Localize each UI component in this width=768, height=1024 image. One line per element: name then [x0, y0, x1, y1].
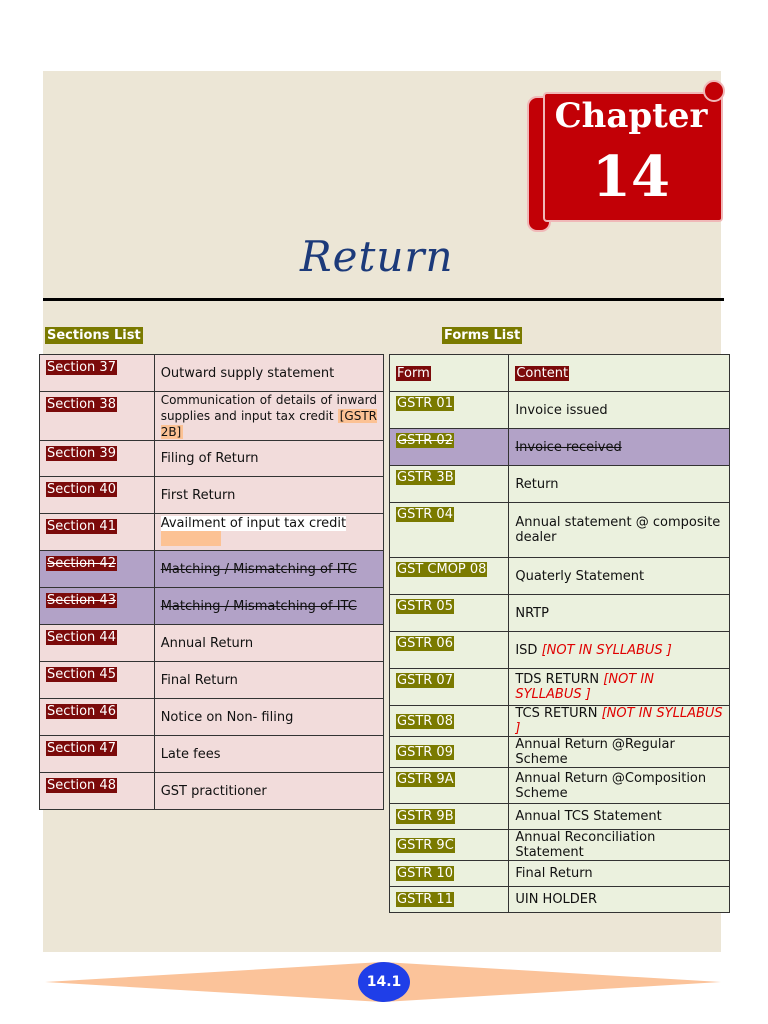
form-code-cell [390, 887, 509, 913]
section-label: Section 38 [47, 397, 116, 412]
form-code: GSTR 10 [397, 866, 453, 881]
sections-table [39, 354, 384, 810]
form-code: GSTR 3B [397, 470, 454, 485]
content-header-cell [509, 355, 730, 392]
form-content: Annual Return @Regular Scheme [515, 737, 675, 767]
form-content-cell [509, 632, 730, 669]
form-content-cell [509, 466, 730, 503]
chapter-banner [527, 80, 721, 230]
section-label: Section 41 [47, 519, 116, 534]
section-content-cell [154, 477, 383, 514]
section-label-cell [40, 773, 155, 810]
section-content: GST practitioner [160, 783, 267, 799]
form-row [390, 830, 730, 861]
form-content: UIN HOLDER [515, 892, 598, 907]
form-code-cell [390, 669, 509, 706]
form-code: GSTR 07 [397, 673, 453, 688]
forms-header-row [390, 355, 730, 392]
form-row [390, 558, 730, 595]
form-content-cell [509, 429, 730, 466]
section-label-cell [40, 392, 155, 441]
form-row [390, 429, 730, 466]
form-content: NRTP [515, 605, 549, 621]
section-label: Section 40 [47, 482, 116, 497]
section-label-cell [40, 441, 155, 477]
form-content-cell [509, 768, 730, 804]
form-code: GSTR 05 [397, 599, 453, 614]
section-label-cell [40, 355, 155, 392]
form-code: GSTR 04 [397, 507, 453, 522]
form-code-cell [390, 768, 509, 804]
chapter-number: 14 [592, 144, 670, 210]
form-code: GST CMOP 08 [397, 562, 487, 577]
section-row [40, 588, 384, 625]
form-code: GSTR 01 [397, 396, 453, 411]
section-label-cell [40, 736, 155, 773]
form-code: GSTR 06 [397, 636, 453, 651]
form-content: Invoice issued [515, 402, 608, 418]
section-label: Section 43 [47, 593, 116, 608]
form-row [390, 466, 730, 503]
form-content-cell [509, 861, 730, 887]
form-row [390, 632, 730, 669]
section-row [40, 441, 384, 477]
section-row [40, 699, 384, 736]
section-label-cell [40, 588, 155, 625]
section-content: Filing of Return [160, 451, 259, 466]
section-content-cell [154, 699, 383, 736]
form-content-cell [509, 737, 730, 768]
title-divider [43, 298, 724, 301]
section-row [40, 625, 384, 662]
page-title: Return [300, 232, 454, 281]
form-content-cell [509, 558, 730, 595]
form-content: Return [515, 476, 559, 492]
section-content: Communication of details of inward supplies and input tax credit [160, 393, 377, 423]
section-content: Annual Return [160, 635, 254, 651]
form-code-cell [390, 503, 509, 558]
form-row [390, 706, 730, 737]
form-row [390, 804, 730, 830]
form-row [390, 887, 730, 913]
form-row [390, 392, 730, 429]
forms-list-heading: Forms List [444, 328, 521, 343]
form-content-cell [509, 669, 730, 706]
section-label: Section 44 [47, 630, 116, 645]
forms-table [389, 354, 730, 913]
section-label-cell [40, 551, 155, 588]
form-content: ISD [515, 642, 538, 658]
form-content: Annual Return @Composition Scheme [515, 770, 707, 801]
section-row [40, 392, 384, 441]
chapter-label: Chapter [554, 96, 708, 136]
syllabus-note: [NOT IN SYLLABUS ] [515, 706, 723, 736]
section-row [40, 551, 384, 588]
form-content: Annual Reconciliation Statement [515, 830, 656, 860]
form-content-cell [509, 804, 730, 830]
section-content: Availment of input tax credit [160, 516, 347, 531]
highlight-fill [161, 531, 221, 546]
form-code: GSTR 02 [397, 433, 453, 448]
form-content-cell [509, 830, 730, 861]
section-content-cell [154, 736, 383, 773]
form-code: GSTR 9B [397, 809, 454, 824]
syllabus-note: [NOT IN SYLLABUS ] [515, 672, 654, 702]
section-label: Section 47 [47, 741, 116, 756]
form-code-cell [390, 392, 509, 429]
form-code: GSTR 08 [397, 713, 453, 729]
section-content: Outward supply statement [160, 365, 335, 381]
sections-list-heading: Sections List [47, 328, 141, 343]
form-code-cell [390, 466, 509, 503]
section-label: Section 46 [47, 704, 116, 719]
page-number: 14.1 [358, 962, 410, 1002]
section-row [40, 662, 384, 699]
form-content: Invoice received [515, 439, 622, 455]
section-content: First Return [160, 487, 236, 503]
form-code-cell [390, 595, 509, 632]
section-label-cell [40, 477, 155, 514]
form-code: GSTR 11 [397, 892, 453, 907]
form-content: Annual TCS Statement [515, 809, 662, 824]
section-content-cell [154, 625, 383, 662]
section-content: Matching / Mismatching of ITC [160, 561, 357, 577]
form-row [390, 669, 730, 706]
form-content: Annual statement @ composite dealer [515, 515, 721, 545]
form-code-cell [390, 632, 509, 669]
section-label: Section 42 [47, 556, 116, 571]
section-label-cell [40, 625, 155, 662]
form-code: GSTR 9C [397, 837, 454, 853]
form-code-cell [390, 429, 509, 466]
section-content-cell [154, 392, 383, 441]
section-content-cell [154, 551, 383, 588]
form-row [390, 737, 730, 768]
content-column-header: Content [516, 365, 569, 381]
section-row [40, 355, 384, 392]
syllabus-note: [NOT IN SYLLABUS ] [541, 642, 672, 658]
form-content-cell [509, 887, 730, 913]
form-column-header: Form [397, 365, 430, 381]
section-content-cell [154, 514, 383, 551]
form-code: GSTR 09 [397, 744, 453, 760]
form-code-cell [390, 706, 509, 737]
form-content-cell [509, 706, 730, 737]
section-label: Section 37 [47, 360, 116, 375]
form-code-cell [390, 861, 509, 887]
form-code-cell [390, 558, 509, 595]
section-label: Section 48 [47, 778, 116, 793]
section-content: Matching / Mismatching of ITC [160, 598, 357, 614]
form-content-cell [509, 392, 730, 429]
section-label-cell [40, 514, 155, 551]
section-content: Final Return [160, 672, 238, 688]
section-row [40, 736, 384, 773]
form-content: TDS RETURN [515, 672, 600, 687]
form-row [390, 503, 730, 558]
section-content-cell [154, 441, 383, 477]
section-content-cell [154, 662, 383, 699]
section-label: Section 45 [47, 667, 116, 682]
section-content-cell [154, 355, 383, 392]
form-content: Final Return [515, 866, 593, 881]
section-label: Section 39 [47, 446, 116, 461]
section-content: Late fees [160, 746, 221, 762]
section-label-cell [40, 699, 155, 736]
section-row [40, 477, 384, 514]
form-row [390, 768, 730, 804]
form-content: TCS RETURN [515, 706, 598, 721]
section-row [40, 773, 384, 810]
form-code-cell [390, 830, 509, 861]
form-content-cell [509, 503, 730, 558]
form-content-cell [509, 595, 730, 632]
section-row [40, 514, 384, 551]
form-code: GSTR 9A [397, 772, 454, 787]
form-code-cell [390, 804, 509, 830]
form-header-cell [390, 355, 509, 392]
section-content: Notice on Non- filing [160, 709, 294, 725]
form-row [390, 861, 730, 887]
form-row [390, 595, 730, 632]
section-content-cell [154, 588, 383, 625]
section-content-cell [154, 773, 383, 810]
form-code-cell [390, 737, 509, 768]
form-content: Quaterly Statement [515, 568, 645, 584]
gstr-badge: [GSTR 2B] [160, 409, 377, 439]
section-label-cell [40, 662, 155, 699]
